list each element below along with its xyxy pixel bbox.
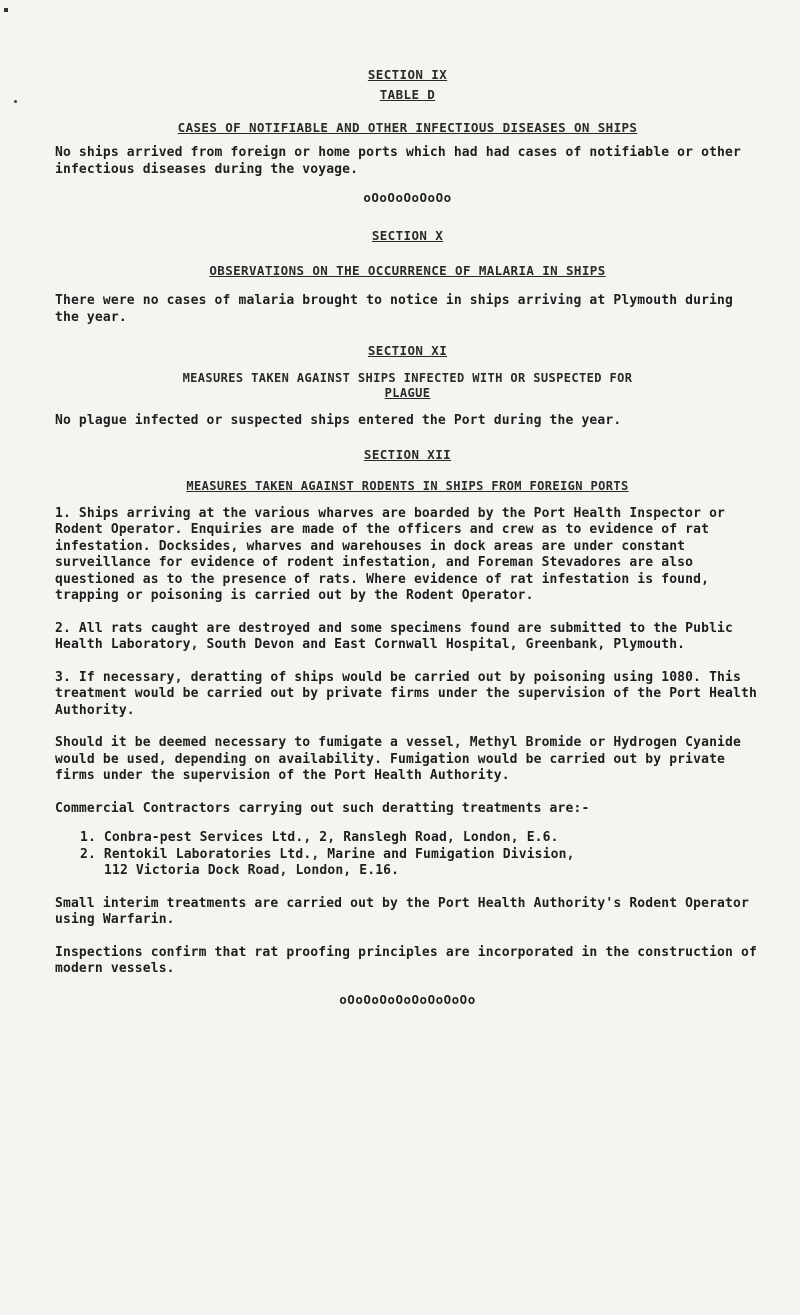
section-xii-title: SECTION XII (363, 446, 452, 462)
section-ix-subtitle-wrap (55, 84, 760, 103)
contractor-2-line-2: 112 Victoria Dock Road, London, E.16. (104, 863, 400, 878)
section-xii-para-5: Commercial Contractors carrying out such deratting treatments are:- (55, 800, 590, 816)
section-xi-title-wrap (55, 340, 760, 359)
section-ix-body: No ships arrived from foreign or home ports which had had cases of notifiable or other infectious diseases during the voyage. (55, 145, 741, 177)
section-x-body: There were no cases of malaria brought to notice in ships arriving at Plymouth during the year. (55, 293, 734, 325)
section-x-title: SECTION X (371, 228, 444, 243)
scan-mark (4, 8, 8, 12)
section-xi-heading (183, 371, 633, 401)
contractor-2-line-1: 2. Rentokil Laboratories Ltd., Marine and Fumigation Division, (80, 846, 575, 862)
section-ix-heading-wrap (55, 117, 760, 136)
section-xii-para-4: Should it be deemed necessary to fumigate a vessel, Methyl Bromide or Hydrogen Cyanide would be used, depending on availability. Fumigation would be carried out by private firms under the supervision of the Port Health Authority. (55, 735, 741, 783)
section-ix-title-wrap (55, 64, 760, 83)
section-xii-title-wrap (55, 444, 760, 463)
section-xi-heading-line1: MEASURES TAKEN AGAINST SHIPS INFECTED WITH OR SUSPECTED FOR (182, 371, 633, 385)
section-xii-para-6: Small interim treatments are carried out by the Port Health Authority's Rodent Operator using Warfarin. (55, 895, 749, 927)
section-x-title-wrap (55, 225, 760, 244)
section-x-heading: OBSERVATIONS ON THE OCCURRENCE OF MALARIA IN SHIPS (209, 263, 606, 278)
section-xi-title: SECTION XI (367, 343, 448, 358)
section-xi-body: No plague infected or suspected ships entered the Port during the year. (55, 413, 622, 428)
section-xii-para-2: 2. All rats caught are destroyed and some specimens found are submitted to the Public Health Laboratory, South Devon and East Cornwall Hospital, Greenbank, Plymouth. (55, 620, 734, 652)
section-ix-heading: CASES OF NOTIFIABLE AND OTHER INFECTIOUS DISEASES ON SHIPS (177, 120, 638, 135)
section-xii-para-3: 3. If necessary, deratting of ships would be carried out by poisoning using 1080. This treatment would be carried out by private firms under the supervision of the Port Health Authority. (55, 669, 757, 718)
separator-1: oOoOoOoOoOo (363, 190, 452, 205)
section-ix-subtitle: TABLE D (379, 87, 436, 102)
section-xii-heading-wrap (55, 475, 760, 494)
contractor-1: 1. Conbra-pest Services Ltd., 2, Ranslegh Road, London, E.6. (80, 830, 559, 845)
section-x-heading-wrap (55, 260, 760, 279)
section-xii-heading: MEASURES TAKEN AGAINST RODENTS IN SHIPS FROM FOREIGN PORTS (186, 478, 629, 493)
section-xi-heading-wrap (55, 371, 760, 401)
section-xii-para-1: 1. Ships arriving at the various wharves are boarded by the Port Health Inspector or Rodent Operator. Enquiries are made of the officers and crew as to evidence of rat infestation. Docksides, wharves and warehouses in dock areas are under constant surveillance for evidence of rodent infestation, and Foreman Stevadores are also questioned as to the presence of rats. Where evidence of rat infestation is found, trapping or poisoning is carried out by the Rodent Operator. (55, 505, 726, 603)
separator-2: oOoOoOoOoOoOoOoOo (339, 991, 476, 1007)
section-ix-title: SECTION IX (367, 67, 448, 82)
section-xi-heading-line2: PLAGUE (384, 386, 431, 400)
contractor-list (55, 830, 760, 880)
scan-dot (14, 100, 17, 103)
section-xii-para-7: Inspections confirm that rat proofing principles are incorporated in the construction of modern vessels. (55, 944, 757, 976)
